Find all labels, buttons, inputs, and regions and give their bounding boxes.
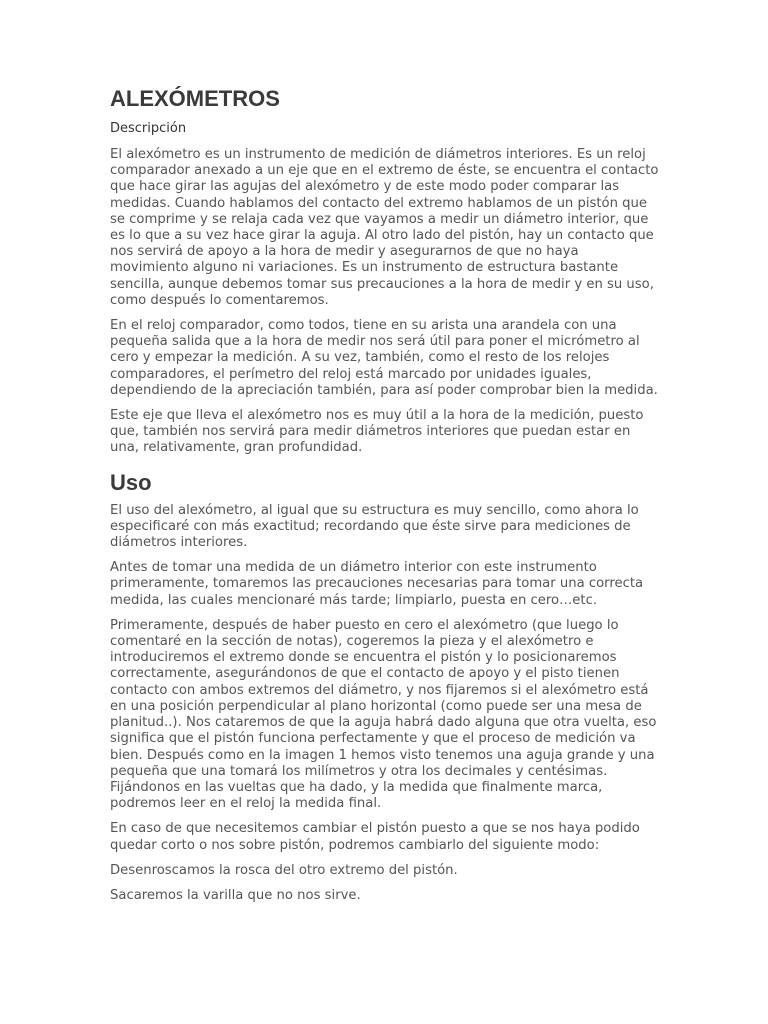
- intro-paragraph-3: Este eje que lleva el alexómetro nos es muy útil a la hora de la medición, puesto que, también nos servirá para medir diámetros interiores que puedan estar en una, relativamente, gran profundidad.: [110, 408, 644, 456]
- uso-paragraph-1: El uso del alexómetro, al igual que su estructura es muy sencillo, como ahora lo especificaré con más exactitud; recordando que éste sirve para mediciones de diámetros interiores.: [110, 502, 639, 551]
- document-page: [110, 84, 660, 913]
- uso-paragraph-2: Antes de tomar una medida de un diámetro interior con este instrumento primeramente, tomaremos las precauciones necesarias para tomar una correcta medida, las cuales mencionaré más tarde; limpiarlo, puesta en cero…etc.: [110, 560, 644, 608]
- document-title: ALEXÓMETROS: [110, 86, 280, 111]
- uso-paragraph-4: En caso de que necesitemos cambiar el pistón puesto a que se nos haya podido quedar corto o nos sobre pistón, podremos cambiarlo del siguiente modo:: [110, 821, 640, 853]
- uso-paragraph-5: Desenroscamos la rosca del otro extremo del pistón.: [110, 862, 458, 878]
- uso-paragraph-6: Sacaremos la varilla que no nos sirve.: [110, 887, 361, 903]
- description-subtitle: Descripción: [110, 121, 187, 136]
- uso-paragraph-3: Primeramente, después de haber puesto en cero el alexómetro (que luego lo comentaré en la sección de notas), cogeremos la pieza y el alexómetro e introduciremos el extremo donde se encuentra el pistón y lo posicionaremos correctamente, asegurándonos de que el contacto de apoyo y el pisto tienen contacto con ambos extremos del diámetro, y nos fijaremos si el alexómetro está en una posición perpendicular al plano horizontal (como puede ser una mesa de planitud..). Nos cataremos de que la aguja habrá dado alguna que otra vuelta, eso significa que el pistón funciona perfectamente y que el proceso de medición va bien. Después como en la imagen 1 hemos visto tenemos una aguja grande y una pequeña que una tomará los milímetros y otra los decimales y centésimas. Fijándonos en las vueltas que ha dado, y la medida que finalmente marca, podremos leer en el reloj la medida final.: [110, 617, 657, 812]
- intro-paragraph-2: En el reloj comparador, como todos, tiene en su arista una arandela con una pequeña salida que a la hora de medir nos será útil para poner el micrómetro al cero y empezar la medición. A su vez, también, como el resto de los relojes comparadores, el perímetro del reloj está marcado por unidades iguales, dependiendo de la apreciación también, para así poder comprobar bien la medida.: [110, 318, 658, 398]
- intro-paragraph-1: El alexómetro es un instrumento de medición de diámetros interiores. Es un reloj comparador anexado a un eje que en el extremo de éste, se encuentra el contacto que hace girar las agujas del alexómetro y de este modo poder comparar las medidas. Cuando hablamos del contacto del extremo hablamos de un pistón que se comprime y se relaja cada vez que vayamos a medir un diámetro interior, que es lo que a su vez hace girar la aguja. Al otro lado del pistón, hay un contacto que nos servirá de apoyo a la hora de medir y asegurarnos de que no haya movimiento alguno ni variaciones. Es un instrumento de estructura bastante sencilla, aunque debemos tomar sus precauciones a la hora de medir y en su uso, como después lo comentaremos.: [110, 147, 659, 308]
- section-title-uso: Uso: [110, 469, 152, 495]
